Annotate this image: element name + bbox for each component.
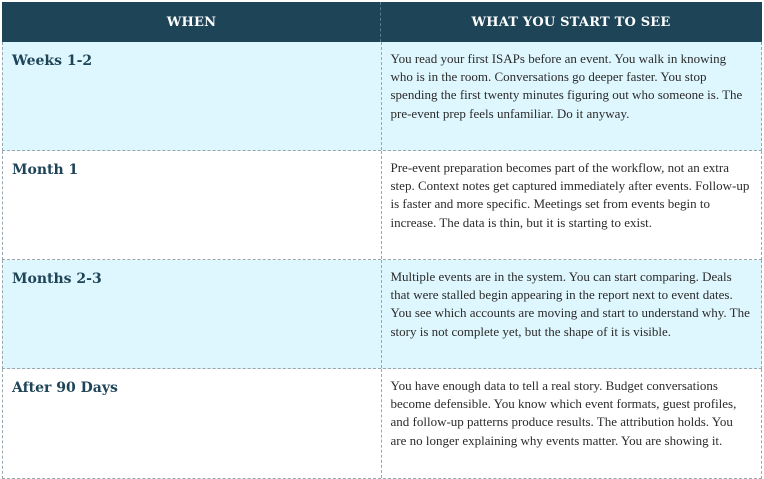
row-description: You have enough data to tell a real story. Budget conversations become defensible. You know which event formats, guest profiles, and follow-up patterns produce results. The attribution holds. You are no longer explaining why events matter. You are showing it. [390, 378, 737, 448]
row-period: Months 2-3 [3, 260, 382, 368]
table-row [2, 369, 762, 479]
header-what: WHAT YOU START TO SEE [471, 14, 671, 30]
row-description: Pre-event preparation becomes part of the workflow, not an extra step. Context notes get captured immediately after events. Follow-up is faster and more specific. Meetings set from events begin to increase. The data is thin, but it is starting to exist. [390, 160, 750, 230]
row-description: You read your first ISAPs before an event. You walk in knowing who is in the room. Conversations go deeper faster. You stop spending the first twenty minutes figuring out who someone is. The pre-event prep feels unfamiliar. Do it anyway. [390, 51, 743, 121]
table-header [2, 2, 762, 42]
timeline-table [2, 2, 762, 479]
header-when: WHEN [3, 2, 381, 42]
row-period: Month 1 [3, 151, 382, 259]
table-row [2, 42, 762, 151]
table-row [2, 151, 762, 260]
row-period: After 90 Days [3, 369, 382, 478]
table-row [2, 260, 762, 369]
row-description: Multiple events are in the system. You can start comparing. Deals that were stalled begin appearing in the report next to event dates. You see which accounts are moving and start to understand why. The story is not complete yet, but the shape of it is visible. [390, 269, 750, 339]
row-period: Weeks 1-2 [3, 42, 382, 150]
